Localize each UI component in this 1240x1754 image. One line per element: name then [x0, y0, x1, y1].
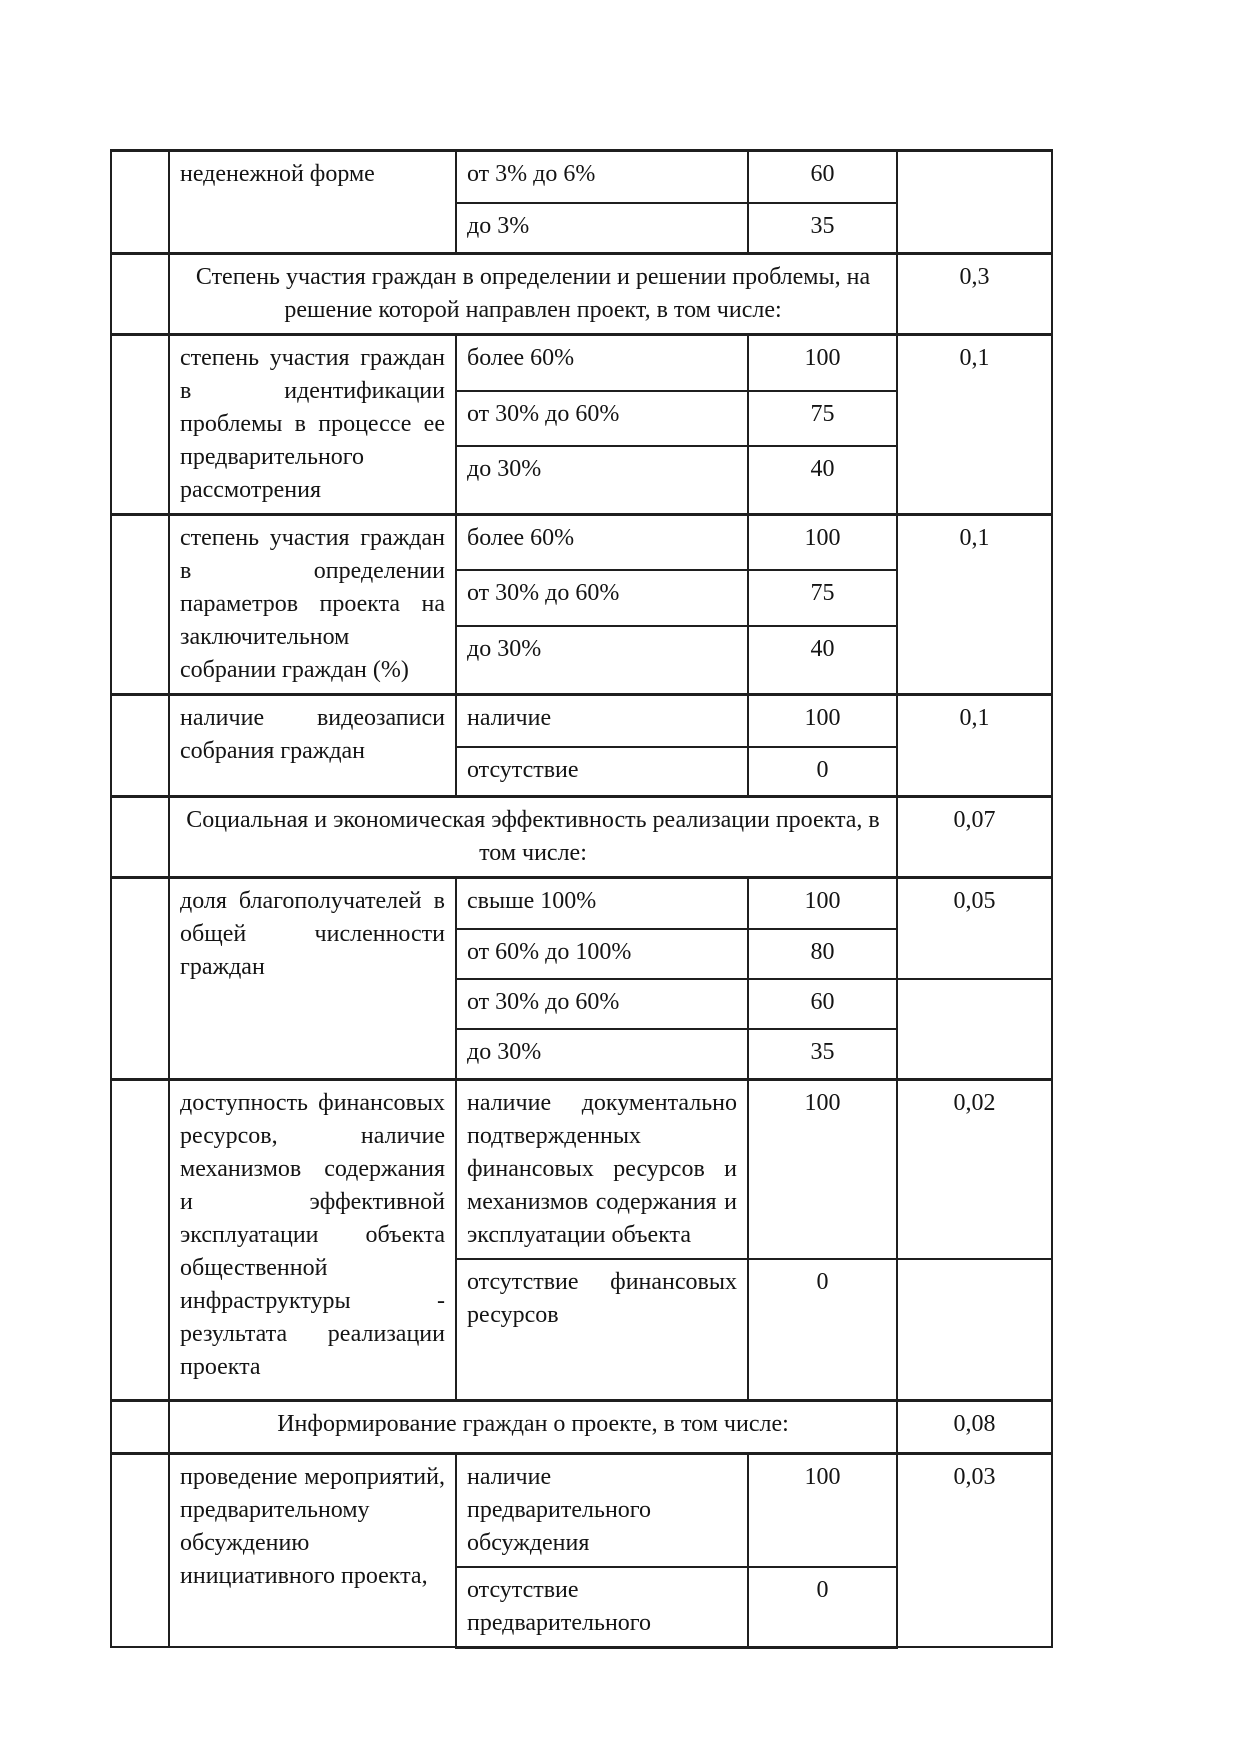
weight-cell: 0,03 [897, 1453, 1052, 1647]
score-cell: 35 [748, 203, 897, 254]
weight-cell: 0,3 [897, 254, 1052, 335]
criterion-cell: проведение мероприятий, предварительному обсуждению инициативного проекта, [169, 1453, 456, 1647]
row-number-cell [111, 797, 169, 878]
range-cell: от 30% до 60% [456, 570, 748, 626]
range-cell: от 3% до 6% [456, 151, 748, 203]
row-number-cell [111, 335, 169, 515]
score-cell: 40 [748, 446, 897, 514]
row-number-cell [111, 1400, 169, 1453]
weight-cell: 0,05 [897, 878, 1052, 979]
weight-cell [897, 1259, 1052, 1400]
range-cell: более 60% [456, 515, 748, 570]
range-cell: от 30% до 60% [456, 391, 748, 446]
range-cell: отсутствие [456, 747, 748, 797]
weight-cell: 0,1 [897, 335, 1052, 515]
weight-cell: 0,08 [897, 1400, 1052, 1453]
score-cell: 0 [748, 747, 897, 797]
range-cell: от 60% до 100% [456, 929, 748, 979]
scoring-table [110, 149, 1053, 1649]
score-cell: 100 [748, 878, 897, 929]
criterion-cell: доля благополучателей в общей численности граждан [169, 878, 456, 1080]
range-cell: отсутствие предварительного [456, 1567, 748, 1648]
table-row [111, 797, 1052, 878]
criterion-cell: степень участия граждан в определении параметров проекта на заключительном собрании граждан (%) [169, 515, 456, 695]
weight-cell: 0,07 [897, 797, 1052, 878]
section-header-cell: Информирование граждан о проекте, в том числе: [169, 1400, 897, 1453]
range-cell: до 30% [456, 626, 748, 694]
row-number-cell [111, 515, 169, 695]
criterion-cell: наличие видеозаписи собрания граждан [169, 695, 456, 797]
table-row [111, 335, 1052, 391]
score-cell: 100 [748, 335, 897, 391]
weight-cell [897, 151, 1052, 254]
table-row [111, 151, 1052, 203]
row-number-cell [111, 878, 169, 1080]
score-cell: 100 [748, 1080, 897, 1260]
table-row [111, 254, 1052, 335]
range-cell: от 30% до 60% [456, 979, 748, 1029]
section-header-cell: Степень участия граждан в определении и решении проблемы, на решение которой направлен проект, в том числе: [169, 254, 897, 335]
weight-cell: 0,1 [897, 515, 1052, 695]
criterion-cell: степень участия граждан в идентификации проблемы в процессе ее предварительного рассмотрения [169, 335, 456, 515]
table-row [111, 1080, 1052, 1260]
range-cell: до 30% [456, 1029, 748, 1080]
score-cell: 75 [748, 391, 897, 446]
range-cell: свыше 100% [456, 878, 748, 929]
score-cell: 100 [748, 695, 897, 747]
row-number-cell [111, 254, 169, 335]
row-number-cell [111, 695, 169, 797]
weight-cell: 0,02 [897, 1080, 1052, 1260]
section-header-cell: Социальная и экономическая эффективность реализации проекта, в том числе: [169, 797, 897, 878]
score-cell: 75 [748, 570, 897, 626]
criterion-cell: доступность финансовых ресурсов, наличие механизмов содержания и эффективной эксплуатации объекта общественной инфраструктуры - результата реализации проекта [169, 1080, 456, 1401]
score-cell: 0 [748, 1567, 897, 1648]
range-cell: более 60% [456, 335, 748, 391]
score-cell: 100 [748, 1453, 897, 1567]
score-cell: 0 [748, 1259, 897, 1400]
range-cell: до 30% [456, 446, 748, 514]
score-cell: 100 [748, 515, 897, 570]
criterion-cell: неденежной форме [169, 151, 456, 254]
row-number-cell [111, 1080, 169, 1401]
range-cell: наличие документально подтвержденных финансовых ресурсов и механизмов содержания и эксплуатации объекта [456, 1080, 748, 1260]
score-cell: 40 [748, 626, 897, 694]
score-cell: 60 [748, 151, 897, 203]
range-cell: до 3% [456, 203, 748, 254]
weight-cell [897, 979, 1052, 1080]
table-row [111, 695, 1052, 747]
score-cell: 60 [748, 979, 897, 1029]
range-cell: наличие [456, 695, 748, 747]
range-cell: наличие предварительного обсуждения [456, 1453, 748, 1567]
table-row [111, 878, 1052, 929]
table-row [111, 515, 1052, 570]
table-row [111, 1453, 1052, 1567]
range-cell: отсутствие финансовых ресурсов [456, 1259, 748, 1400]
row-number-cell [111, 1453, 169, 1647]
table-row [111, 1400, 1052, 1453]
row-number-cell [111, 151, 169, 254]
score-cell: 80 [748, 929, 897, 979]
score-cell: 35 [748, 1029, 897, 1080]
weight-cell: 0,1 [897, 695, 1052, 797]
